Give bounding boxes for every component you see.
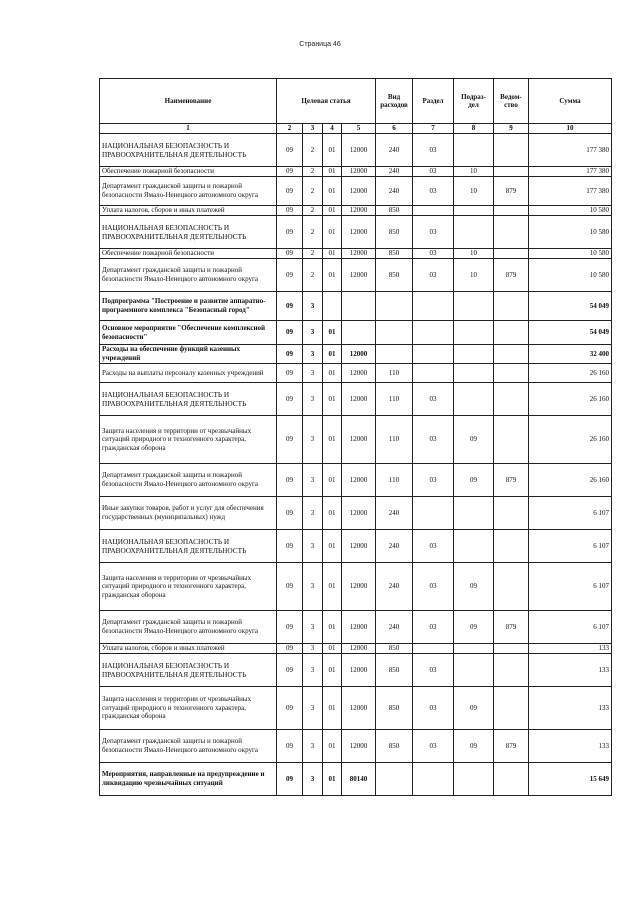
cell-subprogram: 3: [303, 563, 323, 611]
column-number: 5: [342, 124, 376, 134]
cell-direction: 12000: [342, 416, 376, 464]
table-body: [100, 79, 612, 796]
cell-department: [494, 134, 529, 167]
table-row: [100, 249, 612, 259]
cell-expense-type: 850: [376, 216, 413, 249]
cell-department: [494, 345, 529, 364]
cell-activity: 01: [323, 249, 342, 259]
table-row: [100, 730, 612, 763]
cell-department: 879: [494, 259, 529, 292]
cell-activity: 01: [323, 206, 342, 216]
cell-subsection: 09: [454, 563, 494, 611]
cell-expense-type: 240: [376, 134, 413, 167]
cell-section: 03: [413, 416, 454, 464]
cell-expense-type: 850: [376, 644, 413, 654]
cell-name: Департамент гражданской защиты и пожарной безопасности Ямало-Ненецкого автономного округа: [100, 464, 277, 497]
cell-activity: 01: [323, 216, 342, 249]
cell-activity: 01: [323, 563, 342, 611]
cell-subprogram: 3: [303, 364, 323, 383]
cell-activity: 01: [323, 259, 342, 292]
page-number-label: Страница 46: [299, 41, 341, 48]
cell-section: 03: [413, 563, 454, 611]
cell-subsection: [454, 292, 494, 321]
cell-section: 03: [413, 654, 454, 687]
cell-section: 03: [413, 249, 454, 259]
cell-subprogram: 3: [303, 611, 323, 644]
cell-direction: 12000: [342, 177, 376, 206]
cell-department: [494, 383, 529, 416]
cell-section: [413, 345, 454, 364]
cell-program: 09: [277, 345, 303, 364]
cell-name: Обеспечение пожарной безопасности: [100, 249, 277, 259]
cell-amount: 26 160: [529, 416, 612, 464]
cell-section: [413, 364, 454, 383]
cell-program: 09: [277, 416, 303, 464]
cell-expense-type: 110: [376, 464, 413, 497]
cell-department: [494, 249, 529, 259]
cell-subsection: [454, 763, 494, 796]
cell-program: 09: [277, 644, 303, 654]
cell-direction: 12000: [342, 364, 376, 383]
column-number: 7: [413, 124, 454, 134]
cell-section: 03: [413, 167, 454, 177]
cell-section: 03: [413, 177, 454, 206]
cell-subprogram: 3: [303, 530, 323, 563]
cell-section: [413, 644, 454, 654]
budget-table: [99, 78, 612, 796]
cell-name: Департамент гражданской защиты и пожарной безопасности Ямало-Ненецкого автономного округа: [100, 177, 277, 206]
cell-name: Уплата налогов, сборов и иных платежей: [100, 206, 277, 216]
cell-subsection: 10: [454, 177, 494, 206]
cell-department: [494, 497, 529, 530]
cell-section: 03: [413, 259, 454, 292]
table-row: [100, 497, 612, 530]
cell-name: Расходы на обеспечение функций казенных учреждений: [100, 345, 277, 364]
column-number: 10: [529, 124, 612, 134]
cell-subsection: 10: [454, 259, 494, 292]
cell-direction: 12000: [342, 259, 376, 292]
column-number: 9: [494, 124, 529, 134]
table-row: [100, 611, 612, 644]
cell-direction: 12000: [342, 345, 376, 364]
cell-department: [494, 206, 529, 216]
cell-subsection: 10: [454, 249, 494, 259]
header-row: [100, 79, 612, 124]
cell-activity: 01: [323, 345, 342, 364]
cell-direction: [342, 321, 376, 345]
cell-name: Департамент гражданской защиты и пожарной безопасности Ямало-Ненецкого автономного округа: [100, 611, 277, 644]
cell-activity: 01: [323, 321, 342, 345]
cell-program: 09: [277, 464, 303, 497]
cell-department: [494, 644, 529, 654]
cell-activity: 01: [323, 177, 342, 206]
cell-subprogram: 3: [303, 292, 323, 321]
cell-direction: [342, 292, 376, 321]
cell-subprogram: 2: [303, 216, 323, 249]
cell-amount: 26 160: [529, 383, 612, 416]
cell-expense-type: 110: [376, 364, 413, 383]
cell-subsection: [454, 206, 494, 216]
cell-direction: 12000: [342, 167, 376, 177]
cell-expense-type: [376, 321, 413, 345]
cell-activity: 01: [323, 644, 342, 654]
cell-name: НАЦИОНАЛЬНАЯ БЕЗОПАСНОСТЬ И ПРАВООХРАНИТЕЛЬНАЯ ДЕЯТЕЛЬНОСТЬ: [100, 134, 277, 167]
cell-program: 09: [277, 763, 303, 796]
column-number: 6: [376, 124, 413, 134]
cell-name: Иные закупки товаров, работ и услуг для обеспечения государственных (муниципальных) нужд: [100, 497, 277, 530]
cell-subsection: [454, 321, 494, 345]
cell-expense-type: 240: [376, 611, 413, 644]
column-number: 2: [277, 124, 303, 134]
cell-activity: 01: [323, 167, 342, 177]
cell-program: 09: [277, 497, 303, 530]
cell-section: 03: [413, 687, 454, 730]
cell-expense-type: 850: [376, 249, 413, 259]
cell-subsection: [454, 644, 494, 654]
cell-name: Департамент гражданской защиты и пожарной безопасности Ямало-Ненецкого автономного округа: [100, 730, 277, 763]
cell-direction: 80140: [342, 763, 376, 796]
cell-amount: 6 107: [529, 497, 612, 530]
cell-subprogram: 2: [303, 249, 323, 259]
cell-direction: 12000: [342, 730, 376, 763]
cell-activity: 01: [323, 687, 342, 730]
cell-name: НАЦИОНАЛЬНАЯ БЕЗОПАСНОСТЬ И ПРАВООХРАНИТЕЛЬНАЯ ДЕЯТЕЛЬНОСТЬ: [100, 216, 277, 249]
cell-name: Уплата налогов, сборов и иных платежей: [100, 644, 277, 654]
cell-expense-type: 240: [376, 497, 413, 530]
cell-program: 09: [277, 259, 303, 292]
cell-amount: 6 107: [529, 530, 612, 563]
cell-direction: 12000: [342, 654, 376, 687]
header-department: Ведом-ство: [494, 79, 529, 124]
cell-expense-type: [376, 763, 413, 796]
cell-subsection: [454, 364, 494, 383]
cell-subsection: 09: [454, 687, 494, 730]
cell-direction: 12000: [342, 383, 376, 416]
cell-amount: 26 160: [529, 364, 612, 383]
cell-amount: 10 580: [529, 259, 612, 292]
cell-program: 09: [277, 383, 303, 416]
cell-department: [494, 167, 529, 177]
cell-section: [413, 206, 454, 216]
cell-subprogram: 3: [303, 497, 323, 530]
cell-expense-type: [376, 345, 413, 364]
cell-department: [494, 654, 529, 687]
cell-direction: 12000: [342, 249, 376, 259]
cell-amount: 133: [529, 687, 612, 730]
cell-program: 09: [277, 167, 303, 177]
table-row: [100, 644, 612, 654]
cell-activity: 01: [323, 464, 342, 497]
cell-department: [494, 321, 529, 345]
table-row: [100, 364, 612, 383]
cell-amount: 10 580: [529, 206, 612, 216]
table-row: [100, 530, 612, 563]
cell-section: [413, 321, 454, 345]
column-number: 4: [323, 124, 342, 134]
table-row: [100, 134, 612, 167]
cell-subprogram: 2: [303, 206, 323, 216]
cell-department: 879: [494, 730, 529, 763]
cell-expense-type: 850: [376, 259, 413, 292]
cell-amount: 32 400: [529, 345, 612, 364]
cell-direction: 12000: [342, 530, 376, 563]
cell-expense-type: 240: [376, 563, 413, 611]
cell-subprogram: 3: [303, 763, 323, 796]
table-row: [100, 416, 612, 464]
cell-subsection: [454, 497, 494, 530]
cell-subprogram: 3: [303, 687, 323, 730]
cell-name: НАЦИОНАЛЬНАЯ БЕЗОПАСНОСТЬ И ПРАВООХРАНИТЕЛЬНАЯ ДЕЯТЕЛЬНОСТЬ: [100, 530, 277, 563]
cell-name: Основное мероприятие "Обеспечение комплексной безопасности": [100, 321, 277, 345]
cell-name: Мероприятия, направленные на предупреждение и ликвидацию чрезвычайных ситуаций: [100, 763, 277, 796]
cell-department: 879: [494, 464, 529, 497]
cell-department: [494, 216, 529, 249]
table-row: [100, 259, 612, 292]
table-row: [100, 167, 612, 177]
cell-subsection: [454, 383, 494, 416]
cell-amount: 54 049: [529, 292, 612, 321]
column-numbers-row: [100, 124, 612, 134]
cell-program: 09: [277, 687, 303, 730]
cell-direction: 12000: [342, 497, 376, 530]
cell-department: [494, 416, 529, 464]
table-row: [100, 216, 612, 249]
cell-section: 03: [413, 383, 454, 416]
cell-section: 03: [413, 611, 454, 644]
cell-section: 03: [413, 216, 454, 249]
cell-subsection: [454, 530, 494, 563]
column-number: 8: [454, 124, 494, 134]
cell-subprogram: 3: [303, 416, 323, 464]
cell-activity: 01: [323, 364, 342, 383]
cell-department: 879: [494, 177, 529, 206]
cell-amount: 177 380: [529, 134, 612, 167]
cell-name: Защита населения и территории от чрезвычайных ситуаций природного и техногенного характера, гражданская оборона: [100, 416, 277, 464]
cell-program: 09: [277, 611, 303, 644]
cell-activity: 01: [323, 730, 342, 763]
cell-program: 09: [277, 563, 303, 611]
cell-subprogram: 3: [303, 345, 323, 364]
cell-amount: 6 107: [529, 611, 612, 644]
cell-section: [413, 497, 454, 530]
cell-activity: 01: [323, 383, 342, 416]
cell-direction: 12000: [342, 644, 376, 654]
cell-subsection: 09: [454, 730, 494, 763]
cell-expense-type: 850: [376, 730, 413, 763]
cell-subsection: [454, 134, 494, 167]
cell-program: 09: [277, 177, 303, 206]
cell-department: [494, 763, 529, 796]
cell-amount: 133: [529, 644, 612, 654]
cell-activity: [323, 292, 342, 321]
cell-department: [494, 292, 529, 321]
cell-subprogram: 3: [303, 321, 323, 345]
cell-program: 09: [277, 654, 303, 687]
cell-expense-type: 240: [376, 167, 413, 177]
cell-program: 09: [277, 530, 303, 563]
cell-program: 09: [277, 364, 303, 383]
table-row: [100, 206, 612, 216]
cell-program: 09: [277, 206, 303, 216]
cell-amount: 26 160: [529, 464, 612, 497]
cell-section: 03: [413, 134, 454, 167]
table-row: [100, 383, 612, 416]
cell-subprogram: 3: [303, 464, 323, 497]
header-name: Наименование: [100, 79, 277, 124]
cell-amount: 133: [529, 654, 612, 687]
table-row: [100, 177, 612, 206]
cell-activity: 01: [323, 497, 342, 530]
cell-subprogram: 2: [303, 177, 323, 206]
cell-section: 03: [413, 530, 454, 563]
cell-section: 03: [413, 730, 454, 763]
cell-amount: 6 107: [529, 563, 612, 611]
cell-subsection: 09: [454, 416, 494, 464]
cell-name: Подпрограмма "Построение и развитие аппаратно-программного комплекса "Безопасный город": [100, 292, 277, 321]
cell-direction: 12000: [342, 687, 376, 730]
cell-program: 09: [277, 249, 303, 259]
cell-expense-type: 850: [376, 687, 413, 730]
table-row: [100, 687, 612, 730]
cell-name: НАЦИОНАЛЬНАЯ БЕЗОПАСНОСТЬ И ПРАВООХРАНИТЕЛЬНАЯ ДЕЯТЕЛЬНОСТЬ: [100, 654, 277, 687]
cell-name: НАЦИОНАЛЬНАЯ БЕЗОПАСНОСТЬ И ПРАВООХРАНИТЕЛЬНАЯ ДЕЯТЕЛЬНОСТЬ: [100, 383, 277, 416]
cell-program: 09: [277, 134, 303, 167]
cell-name: Защита населения и территории от чрезвычайных ситуаций природного и техногенного характера, гражданская оборона: [100, 687, 277, 730]
cell-subsection: [454, 345, 494, 364]
table-row: [100, 763, 612, 796]
cell-expense-type: 240: [376, 177, 413, 206]
cell-direction: 12000: [342, 611, 376, 644]
cell-subsection: [454, 654, 494, 687]
header-expense-type: Вид расходов: [376, 79, 413, 124]
cell-program: 09: [277, 730, 303, 763]
table-row: [100, 292, 612, 321]
table-row: [100, 345, 612, 364]
cell-activity: 01: [323, 416, 342, 464]
cell-department: [494, 364, 529, 383]
cell-amount: 15 649: [529, 763, 612, 796]
cell-subsection: [454, 216, 494, 249]
cell-activity: 01: [323, 611, 342, 644]
cell-subprogram: 2: [303, 259, 323, 292]
table-row: [100, 321, 612, 345]
cell-department: [494, 687, 529, 730]
cell-amount: 133: [529, 730, 612, 763]
cell-department: 879: [494, 611, 529, 644]
cell-amount: 10 580: [529, 249, 612, 259]
cell-activity: 01: [323, 654, 342, 687]
cell-direction: 12000: [342, 464, 376, 497]
table-row: [100, 654, 612, 687]
cell-subsection: 09: [454, 464, 494, 497]
cell-subprogram: 3: [303, 654, 323, 687]
cell-subprogram: 3: [303, 644, 323, 654]
cell-subprogram: 2: [303, 167, 323, 177]
cell-subprogram: 2: [303, 134, 323, 167]
cell-direction: 12000: [342, 134, 376, 167]
cell-amount: 177 380: [529, 167, 612, 177]
cell-name: Защита населения и территории от чрезвычайных ситуаций природного и техногенного характера, гражданская оборона: [100, 563, 277, 611]
cell-program: 09: [277, 216, 303, 249]
cell-expense-type: [376, 292, 413, 321]
cell-direction: 12000: [342, 216, 376, 249]
cell-amount: 177 380: [529, 177, 612, 206]
cell-subsection: 09: [454, 611, 494, 644]
header-amount: Сумма: [529, 79, 612, 124]
cell-expense-type: 110: [376, 383, 413, 416]
cell-expense-type: 850: [376, 654, 413, 687]
column-number: 3: [303, 124, 323, 134]
cell-department: [494, 530, 529, 563]
cell-program: 09: [277, 321, 303, 345]
header-subsection: Подраз-дел: [454, 79, 494, 124]
cell-amount: 54 049: [529, 321, 612, 345]
header-target: Целевая статья: [277, 79, 376, 124]
cell-direction: 12000: [342, 563, 376, 611]
cell-activity: 01: [323, 134, 342, 167]
cell-expense-type: 240: [376, 530, 413, 563]
cell-amount: 10 580: [529, 216, 612, 249]
cell-section: 03: [413, 464, 454, 497]
cell-expense-type: 850: [376, 206, 413, 216]
cell-expense-type: 110: [376, 416, 413, 464]
cell-name: Департамент гражданской защиты и пожарной безопасности Ямало-Ненецкого автономного округа: [100, 259, 277, 292]
table-row: [100, 464, 612, 497]
cell-subsection: 10: [454, 167, 494, 177]
cell-activity: 01: [323, 530, 342, 563]
cell-name: Расходы на выплаты персоналу казенных учреждений: [100, 364, 277, 383]
cell-program: 09: [277, 292, 303, 321]
table-row: [100, 563, 612, 611]
column-number: 1: [100, 124, 277, 134]
cell-subprogram: 3: [303, 383, 323, 416]
header-section: Раздел: [413, 79, 454, 124]
cell-section: [413, 763, 454, 796]
cell-department: [494, 563, 529, 611]
cell-name: Обеспечение пожарной безопасности: [100, 167, 277, 177]
cell-direction: 12000: [342, 206, 376, 216]
cell-activity: 01: [323, 763, 342, 796]
cell-section: [413, 292, 454, 321]
cell-subprogram: 3: [303, 730, 323, 763]
